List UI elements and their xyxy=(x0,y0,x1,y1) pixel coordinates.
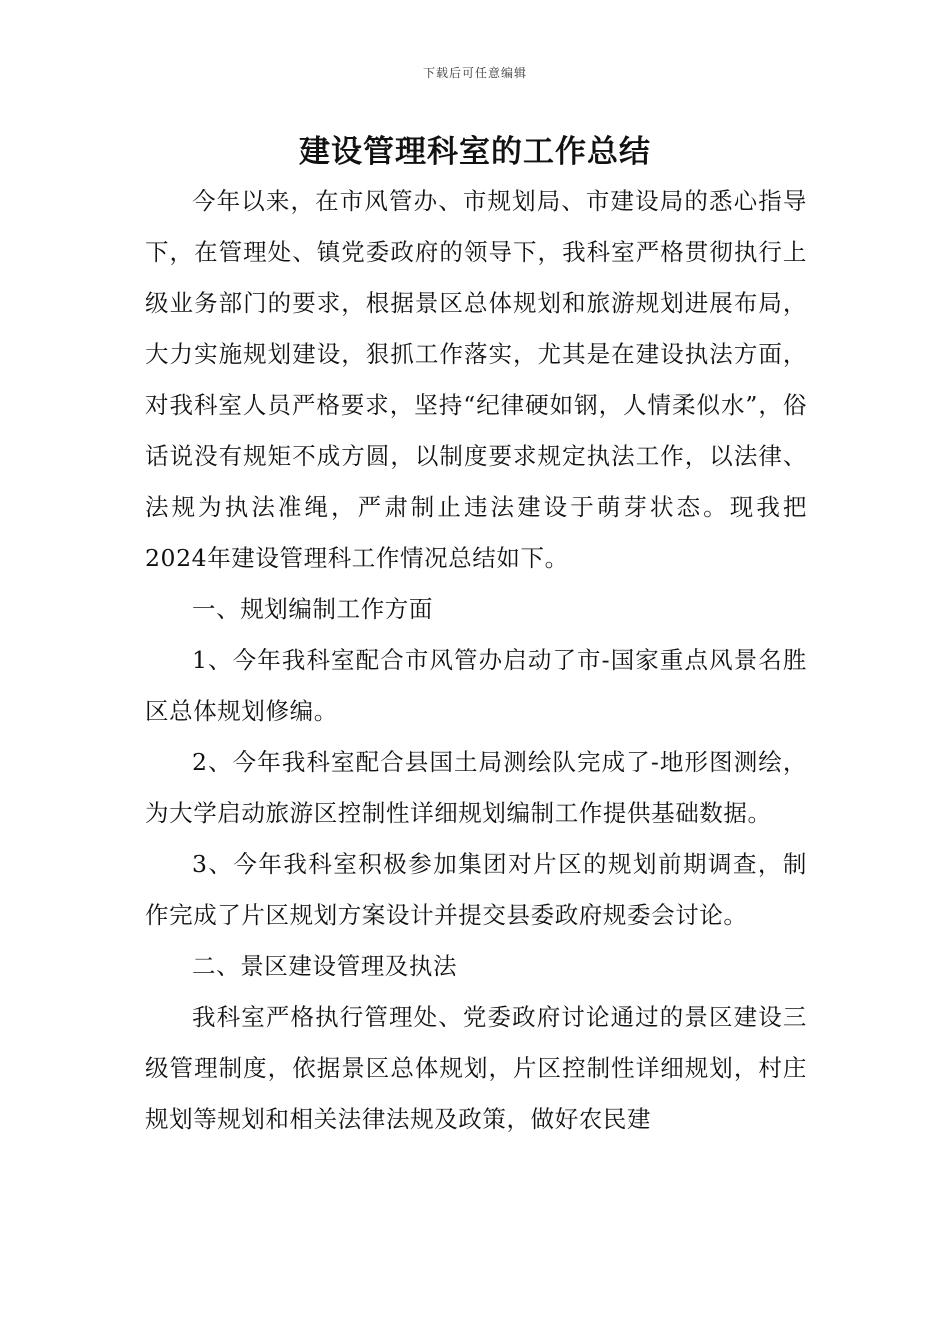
section-heading-planning: 一、规划编制工作方面 xyxy=(192,595,433,623)
planning-item-3: 3、今年我科室积极参加集团对片区的规划前期调查，制作完成了片区规划方案设计并提交县委政府规委会讨论。 xyxy=(145,850,807,929)
section-heading-enforcement: 二、景区建设管理及执法 xyxy=(192,952,458,980)
planning-item-1: 1、今年我科室配合市风管办启动了市-国家重点风景名胜区总体规划修编。 xyxy=(145,646,807,725)
planning-item-2: 2、今年我科室配合县国土局测绘队完成了-地形图测绘，为大学启动旅游区控制性详细规划编制工作提供基础数据。 xyxy=(145,748,807,827)
page-header-note: 下载后可任意编辑 xyxy=(422,66,527,80)
intro-paragraph: 今年以来，在市风管办、市规划局、市建设局的悉心指导下，在管理处、镇党委政府的领导下，我科室严格贯彻执行上级业务部门的要求，根据景区总体规划和旅游规划进展布局，大力实施规划建设，狠抓工作落实，尤其是在建设执法方面，对我科室人员严格要求，坚持“纪律硬如钢，人情柔似水”，俗话说没有规矩不成方圆，以制度要求规定执法工作，以法律、法规为执法准绳，严肃制止违法建设于萌芽状态。现我把2024年建设管理科工作情况总结如下。 xyxy=(145,187,807,572)
enforcement-paragraph: 我科室严格执行管理处、党委政府讨论通过的景区建设三级管理制度，依据景区总体规划，片区控制性详细规划，村庄规划等规划和相关法律法规及政策，做好农民建 xyxy=(145,1003,807,1133)
document-body xyxy=(145,176,807,1145)
document-title: 建设管理科室的工作总结 xyxy=(299,134,651,170)
